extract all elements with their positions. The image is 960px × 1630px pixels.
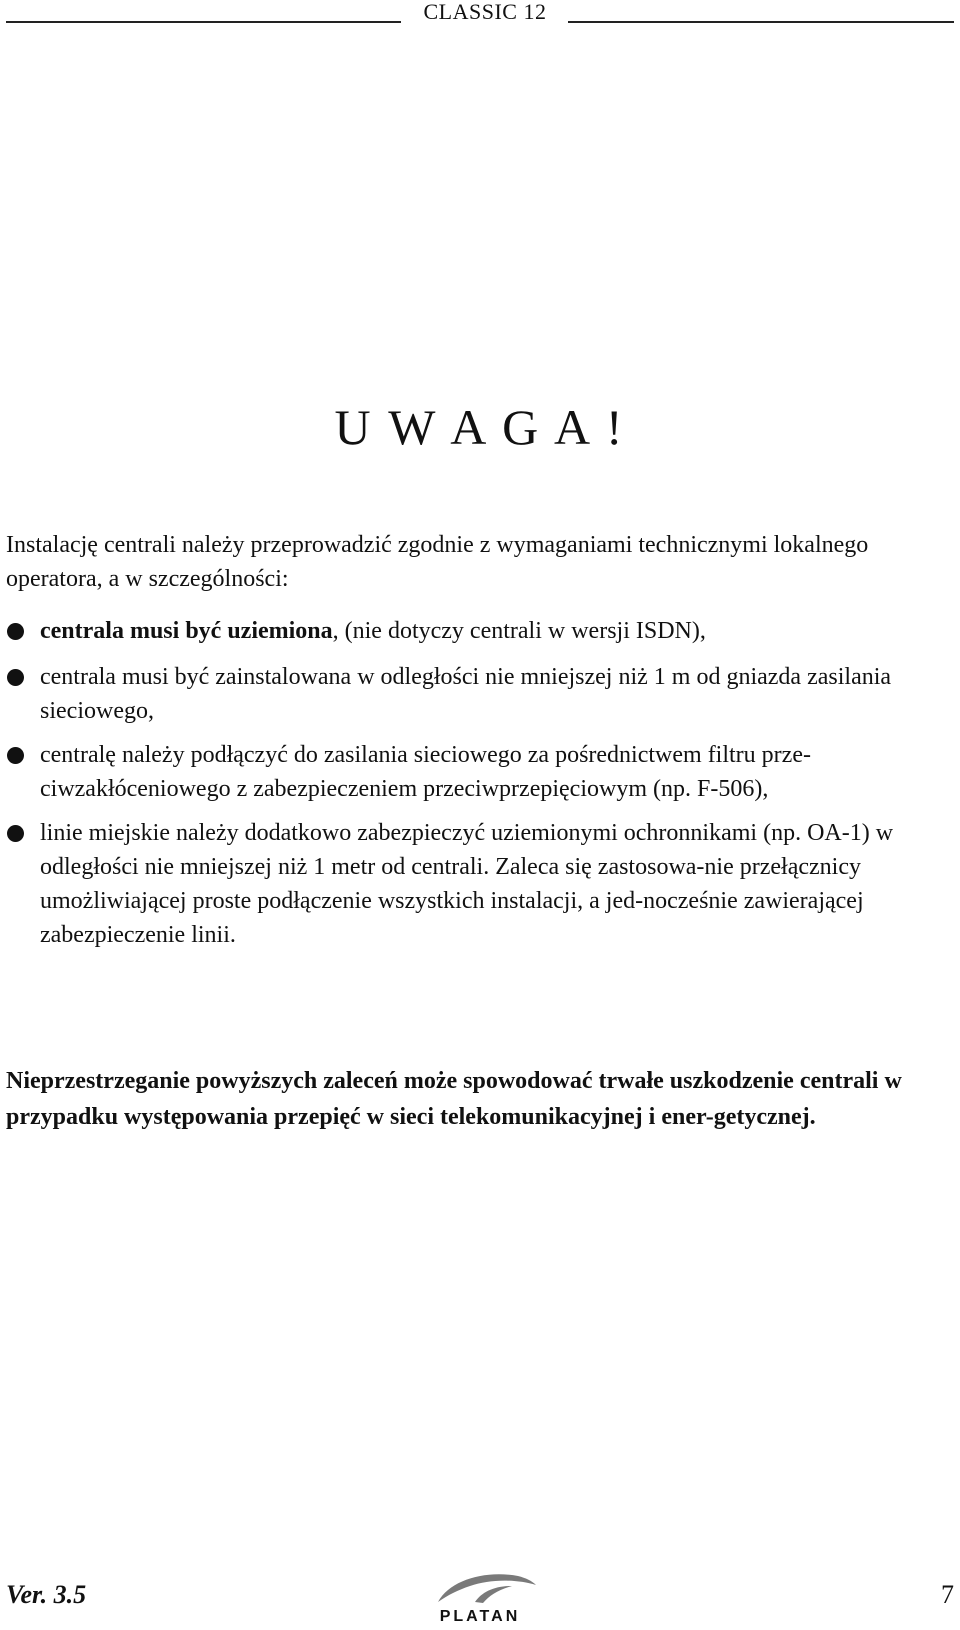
list-item [6,614,956,648]
list-item [6,660,956,728]
header-rule-left [6,21,401,23]
bullet-icon [7,825,24,842]
list-item-text: linie miejskie należy dodatkowo zabezpieczyć uziemionymi ochronnikami (np. OA-1) w odległości nie mniejszej niż 1 metr od centrali. Zaleca się zastosowa-nie przełącznicy umożliwiającej proste podłączenie wszystkich instalacji, a jed-nocześnie zawierającej zabezpieczenie linii. [40,820,894,948]
page-footer [0,1570,960,1630]
page-number: 7 [941,1580,954,1609]
list-item-emphasis: centrala musi być uziemiona [40,618,333,644]
requirements-list [6,614,956,962]
page-title: U W A G A ! [334,399,626,455]
bullet-icon [7,747,24,764]
platan-logo [420,1568,540,1630]
list-item [6,738,956,806]
logo-swoosh-icon [420,1568,540,1608]
list-item-text: centralę należy podłączyć do zasilania sieciowego za pośrednictwem filtru prze-ciwzakłóceniowego z zabezpieczeniem przeciwprzepięciowym (np. F-506), [40,742,811,802]
list-item [6,816,956,952]
bullet-icon [7,623,24,640]
bullet-icon [7,669,24,686]
list-item-text: centrala musi być zainstalowana w odległości nie mniejszej niż 1 m od gniazda zasilania sieciowego, [40,664,892,724]
intro-paragraph: Instalację centrali należy przeprowadzić zgodnie z wymaganiami technicznymi lokalnego operatora, a w szczególności: [6,532,869,592]
page-header [0,0,960,30]
header-rule-right [568,21,954,23]
logo-text: PLATAN [439,1608,521,1625]
version-label: Ver. 3.5 [6,1580,87,1609]
header-title: CLASSIC 12 [423,0,547,24]
list-item-text: , (nie dotyczy centrali w wersji ISDN), [332,618,706,644]
warning-paragraph: Nieprzestrzeganie powyższych zaleceń może spowodować trwałe uszkodzenie centrali w przypadku występowania przepięć w sieci telekomunikacyjnej i ener-getycznej. [6,1068,902,1130]
